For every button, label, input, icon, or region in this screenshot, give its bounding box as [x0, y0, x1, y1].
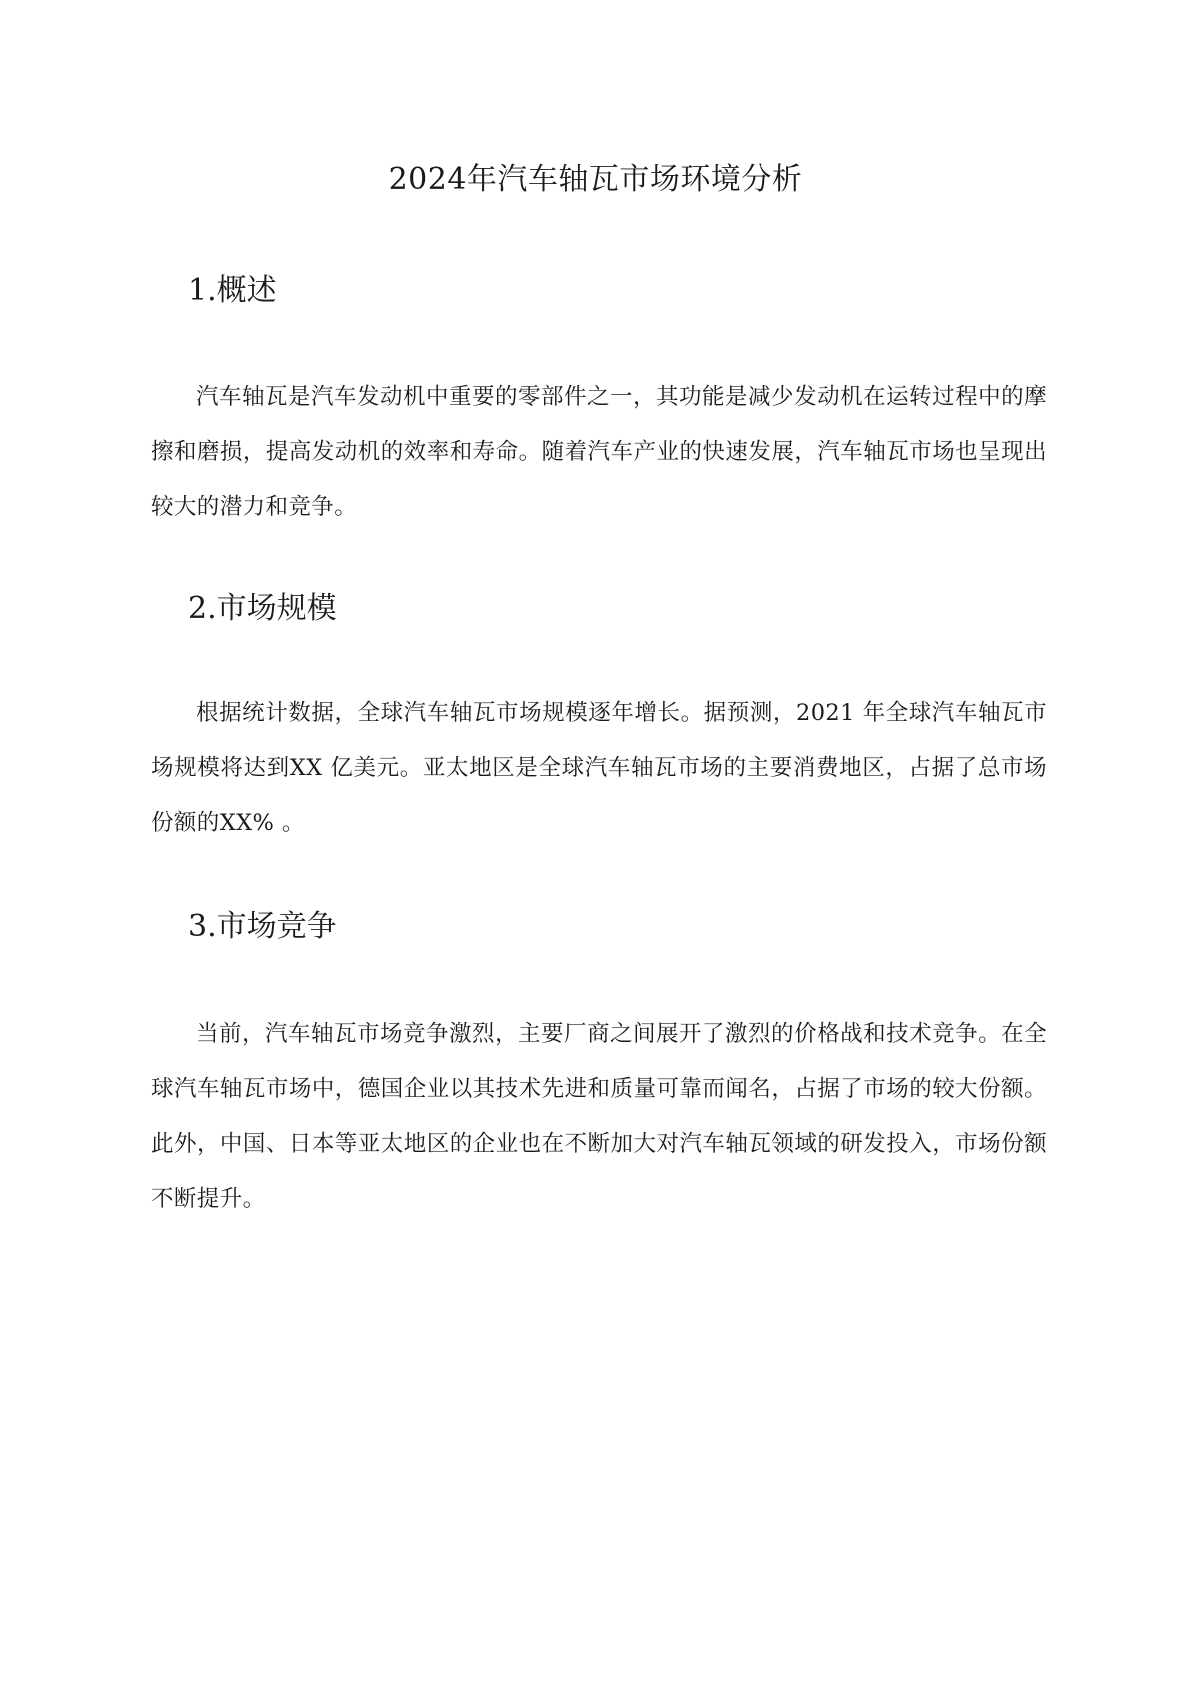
section-heading-competition: 3.市场竞争 [188, 909, 337, 944]
document-title: 2024年汽车轴瓦市场环境分析 [388, 162, 803, 197]
section-heading-market-size: 2.市场规模 [188, 591, 337, 626]
section-body-market-size: 根据统计数据，全球汽车轴瓦市场规模逐年增长。据预测，2021 年全球汽车轴瓦市场规模将达到XX 亿美元。亚太地区是全球汽车轴瓦市场的主要消费地区，占据了总市场份额的XX% 。 [151, 700, 1047, 836]
section-body-competition: 当前，汽车轴瓦市场竞争激烈，主要厂商之间展开了激烈的价格战和技术竞争。在全球汽车轴瓦市场中，德国企业以其技术先进和质量可靠而闻名，占据了市场的较大份额。此外，中国、日本等亚太地区的企业也在不断加大对汽车轴瓦领域的研发投入，市场份额不断提升。 [151, 1021, 1047, 1212]
section-body-overview: 汽车轴瓦是汽车发动机中重要的零部件之一，其功能是减少发动机在运转过程中的摩擦和磨损，提高发动机的效率和寿命。随着汽车产业的快速发展，汽车轴瓦市场也呈现出较大的潜力和竞争。 [151, 384, 1047, 520]
section-heading-overview: 1.概述 [188, 273, 277, 308]
